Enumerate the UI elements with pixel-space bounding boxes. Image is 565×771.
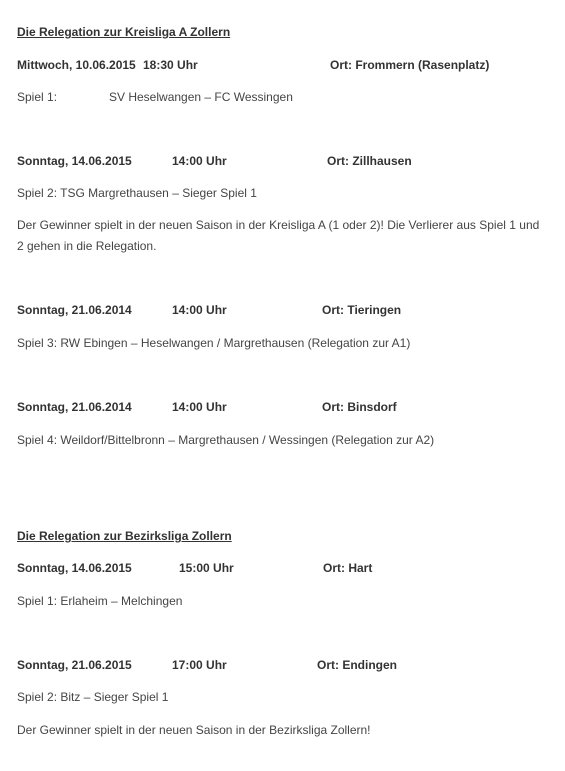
match-date: Mittwoch, 10.06.2015 bbox=[17, 58, 136, 72]
kreisliga-match1-game bbox=[17, 89, 537, 105]
bezirksliga-match2-schedule bbox=[17, 657, 537, 673]
kreisliga-match4-schedule bbox=[17, 399, 537, 415]
game-teams: SV Heselwangen – FC Wessingen bbox=[109, 90, 293, 104]
match-place: Ort: Zillhausen bbox=[327, 154, 412, 168]
kreisliga-match3-game: Spiel 3: RW Ebingen – Heselwangen / Margrethausen (Relegation zur A1) bbox=[17, 336, 411, 350]
match-place: Ort: Tieringen bbox=[322, 303, 402, 317]
match-time: 18:30 Uhr bbox=[143, 58, 198, 72]
bezirksliga-match1-game: Spiel 1: Erlaheim – Melchingen bbox=[17, 594, 183, 608]
match-time: 14:00 Uhr bbox=[172, 400, 227, 414]
kreisliga-match3-schedule bbox=[17, 302, 537, 318]
kreisliga-match1-schedule bbox=[17, 57, 537, 73]
bezirksliga-match1-schedule bbox=[17, 560, 537, 576]
match-place: Ort: Endingen bbox=[317, 658, 397, 672]
match-time: 17:00 Uhr bbox=[172, 658, 227, 672]
kreisliga-match4-game: Spiel 4: Weildorf/Bittelbronn – Margrethausen / Wessingen (Relegation zur A2) bbox=[17, 433, 435, 447]
kreisliga-match2-schedule bbox=[17, 153, 537, 169]
bezirksliga-heading: Die Relegation zur Bezirksliga Zollern bbox=[17, 529, 232, 543]
match-date: Sonntag, 14.06.2015 bbox=[17, 154, 132, 168]
match-date: Sonntag, 14.06.2015 bbox=[17, 561, 132, 575]
bezirksliga-match2-game: Spiel 2: Bitz – Sieger Spiel 1 bbox=[17, 690, 169, 704]
match-date: Sonntag, 21.06.2014 bbox=[17, 303, 132, 317]
kreisliga-match2-note: Der Gewinner spielt in der neuen Saison in der Kreisliga A (1 oder 2)! Die Verlierer aus Spiel 1 und 2 gehen in die Relegation. bbox=[17, 218, 540, 253]
match-date: Sonntag, 21.06.2014 bbox=[17, 400, 132, 414]
match-time: 14:00 Uhr bbox=[172, 154, 227, 168]
match-date: Sonntag, 21.06.2015 bbox=[17, 658, 132, 672]
kreisliga-match2-game: Spiel 2: TSG Margrethausen – Sieger Spiel 1 bbox=[17, 186, 257, 200]
game-label: Spiel 1: bbox=[17, 90, 58, 104]
match-time: 14:00 Uhr bbox=[172, 303, 227, 317]
match-place: Ort: Frommern (Rasenplatz) bbox=[330, 58, 490, 72]
match-time: 15:00 Uhr bbox=[179, 561, 234, 575]
kreisliga-heading: Die Relegation zur Kreisliga A Zollern bbox=[17, 25, 231, 39]
match-place: Ort: Hart bbox=[323, 561, 373, 575]
bezirksliga-match2-note: Der Gewinner spielt in der neuen Saison in der Bezirksliga Zollern! bbox=[17, 723, 371, 737]
match-place: Ort: Binsdorf bbox=[322, 400, 397, 414]
